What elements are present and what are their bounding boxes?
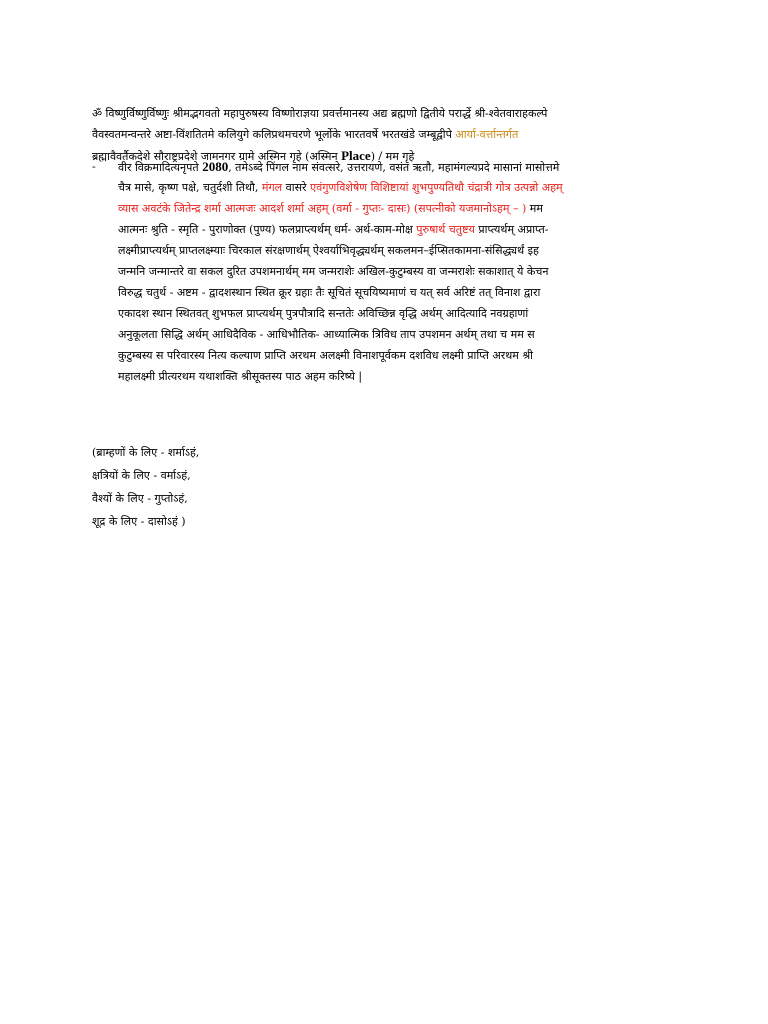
bullet-line-7: विरुद्ध चतुर्थ - अष्टम - द्वादशस्थान स्थित क्रूर ग्रहाः तैः सूचितं सूचयिष्यमाणं च यत् सर्व अरिष्टं तत् विनाश द्वारा (118, 286, 541, 299)
samvat-year: 2080 (202, 159, 229, 174)
bullet-line-3-end: मम (526, 202, 543, 215)
caste-suffix-note (92, 441, 199, 533)
bullet-line-8: एकादश स्थान स्थितवत् शुभफल प्राप्त्यर्थम् पुत्रपौत्रादि सन्ततेः अविच्छिन्न वृद्धि अर्थम् आदित्यादि नवग्रहाणां (118, 307, 529, 320)
bullet-line-10: कुटुम्बस्य स परिवारस्य नित्य कल्याण प्राप्ति अरथम अलक्ष्मी विनाशपूर्वकम दशविध लक्ष्मी प्राप्ति अरथम श्री (118, 349, 533, 362)
bullet-line-1-rest: , तमेऽब्दे पिंगल नाम संवत्सरे, उत्तरायणे, वसंत ऋतौ, महामंगल्यप्रदे मासानां मासोत्तमे (228, 161, 560, 174)
bullet-line-5: लक्ष्मीप्राप्त्यर्थम् प्राप्तलक्ष्म्याः चिरकाल संरक्षणार्थम् ऐश्वर्याभिवृद्ध्यर्थम् सकलमन–ईप्सितकामना-संसिद्ध्यर्थं इह (118, 244, 539, 257)
caste-line-brahmin: (ब्राम्हणों के लिए - शर्माऽहं, (92, 446, 200, 459)
bullet-line-4-text: आत्मनः श्रुति - स्मृति - पुराणोक्त (पुण्य) फलप्राप्त्यर्थम् धर्म- अर्थ-काम-मोक्ष (118, 223, 417, 236)
bullet-line-9: अनुकूलता सिद्धि अर्थम् आधिदैविक - आधिभौतिक- आध्यात्मिक त्रिविध ताप उपशमन अर्थम् तथा च मम स (118, 328, 535, 341)
bullet-line-1 (118, 156, 684, 177)
caste-line-vaishya: वैश्यों के लिए - गुप्तोऽहं, (92, 492, 188, 505)
intro-line-1 (92, 103, 682, 124)
gotra-highlight: एवंगुणविशेषेण विशिष्टायां शुभपुण्यतिथौ चंद्रात्री गोत्र उत्पन्नो अहम् (310, 181, 563, 194)
bullet-line-3 (118, 198, 684, 219)
bullet-line-4-end: प्राप्त्यर्थम् अप्राप्त- (474, 223, 549, 236)
intro-line-1-text: ॐ विष्णुर्विष्णुर्विष्णुः श्रीमद्भगवतो महापुरुषस्य विष्णोराज्ञया प्रवर्त्तमानस्य अद्य ब्रह्मणो द्वितीये परार्द्धे श्री-श्वेतवाराहकल्पे (92, 107, 548, 120)
bullet-line-4 (118, 219, 684, 240)
bullet-line-6: जन्मनि जन्मान्तरे वा सकल दुरित उपशमनार्थम् मम जन्मराशेः अखिल-कुटुम्बस्य वा जन्मराशेः सकाशात् ये केचन (118, 265, 549, 278)
caste-line-kshatriya: क्षत्रियों के लिए - वर्माऽहं, (92, 469, 191, 482)
bullet-body (118, 156, 684, 387)
caste-line-shudra: शूद्र के लिए - दासोऽहं ) (92, 515, 186, 528)
purushartha-highlight: पुरुषार्थ चतुष्टय (416, 223, 475, 236)
place-placeholder: Place (341, 148, 371, 163)
bullet-line-2-mid: वासरे (282, 181, 311, 194)
bullet-line-2-text: चैत्र मासे, कृष्ण पक्षे, चतुर्दशी तिथौ, (118, 181, 262, 194)
intro-line-3-close: ) (370, 150, 379, 163)
bullet-line-1-text: वीर विक्रमादित्यनृपते (118, 161, 203, 174)
intro-line-2 (92, 124, 682, 145)
day-name-highlight: मंगल (261, 181, 283, 194)
intro-line-3-end: मम गृहे (382, 150, 415, 163)
bullet-dash: - (92, 160, 96, 173)
aryavart-highlight: आर्या-वर्त्तान्तर्गत (455, 128, 519, 141)
intro-line-2-text: वैवस्वतमन्वन्तरे अष्टा-विंशतितमे कलियुगे कलिप्रथमचरणे भूर्लोके भारतवर्षे भरतखंडे जम्बूद्वीपे (92, 128, 456, 141)
name-highlight: व्यास अवटंके जितेन्द्र शर्मा आत्मजः आदर्श शर्मा अहम् (वर्मा - गुप्तः- दासः) (सपत्नीको यजमानोऽहम् – ) (118, 202, 527, 215)
bullet-line-11: महालक्ष्मी प्रीत्यरथम यथाशक्ति श्रीसूक्तस्य पाठ अहम करिष्ये | (118, 370, 363, 383)
intro-line-3-text: ब्रह्मावैवर्तैकदेशे सौराष्ट्रप्रदेशे जामनगर ग्रामे अस्मिन गृहे (अस्मिन (92, 150, 342, 163)
slash-separator: / (378, 148, 383, 163)
bullet-line-2 (118, 177, 684, 198)
